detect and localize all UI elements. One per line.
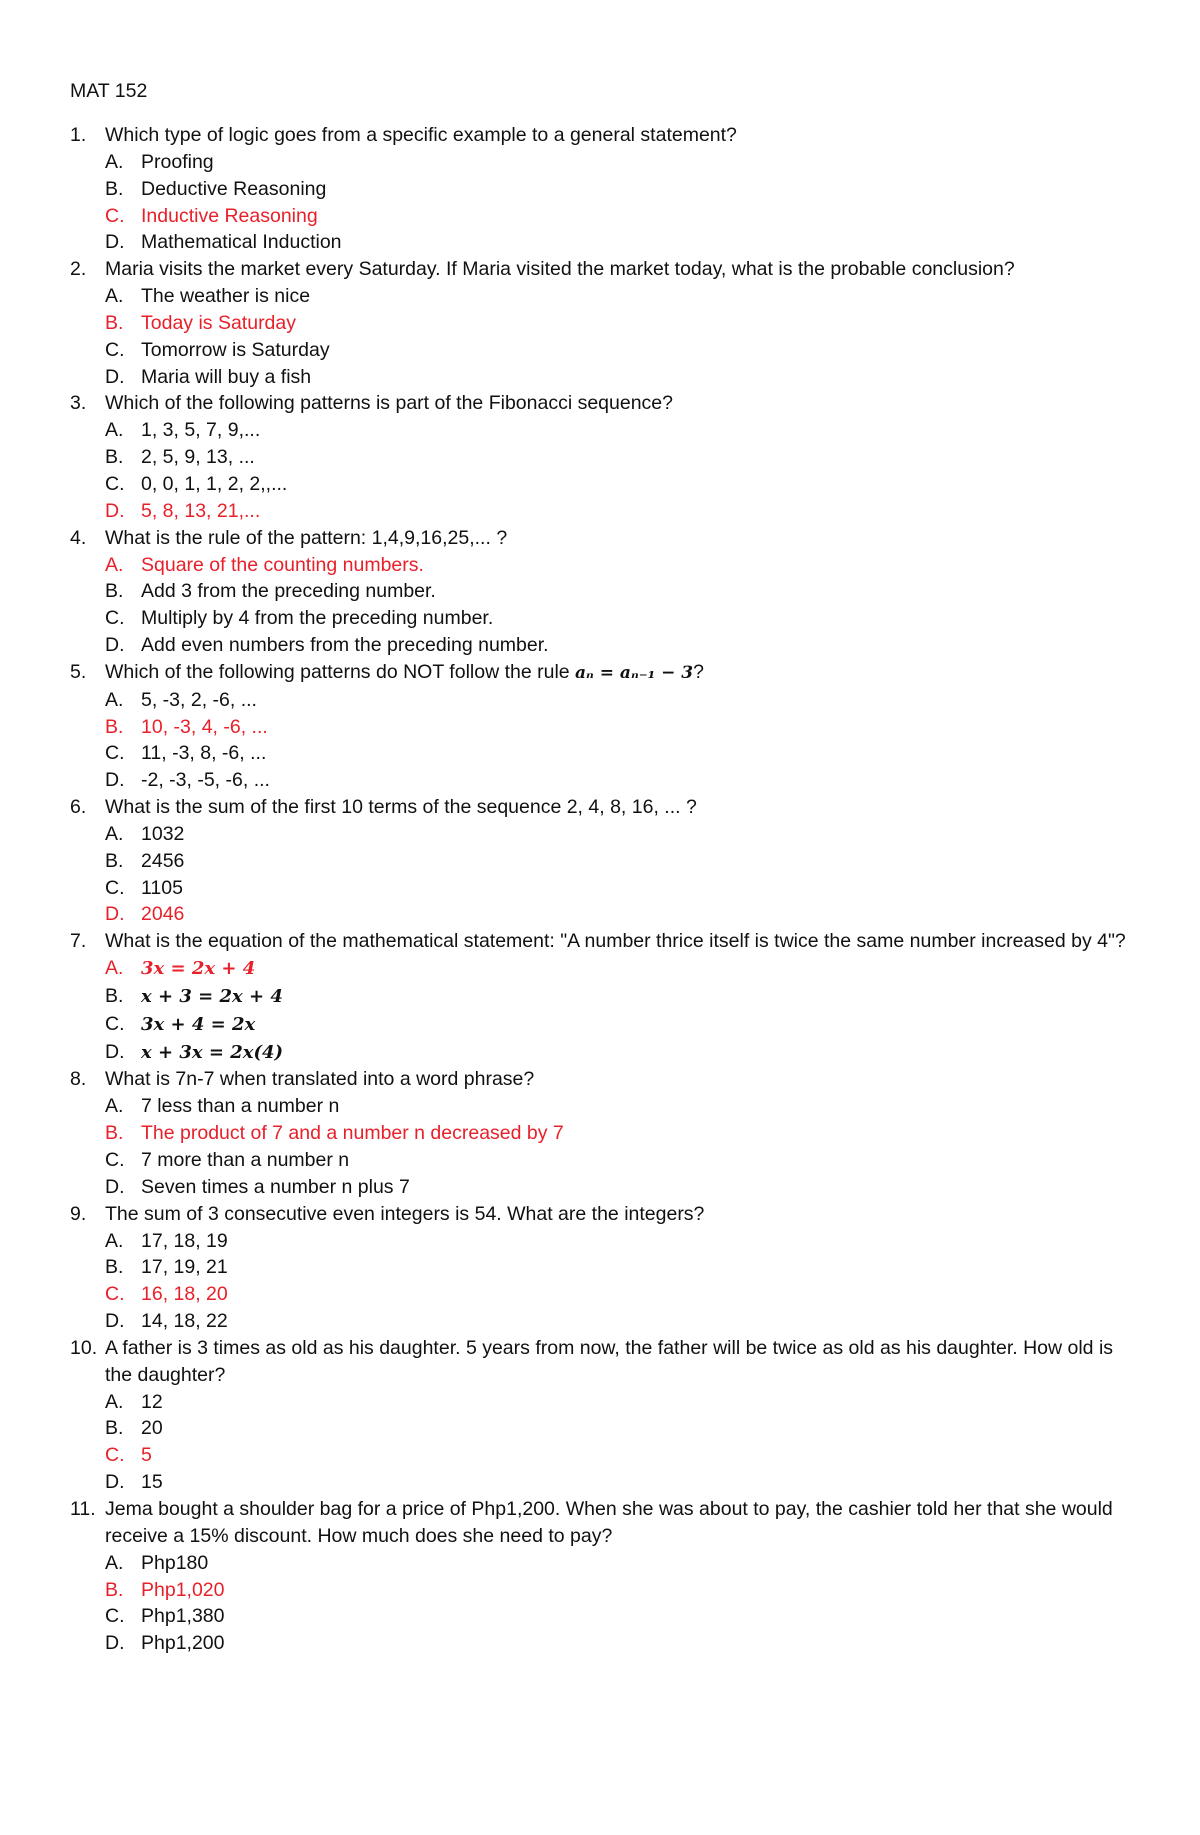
option-letter: D. — [105, 365, 125, 388]
option-letter: A. — [105, 151, 124, 173]
answer-option — [105, 1093, 1140, 1120]
option-letter: B. — [105, 984, 124, 1007]
option-letter: B. — [105, 715, 124, 738]
answer-option — [105, 176, 1140, 203]
question-text — [105, 122, 1140, 149]
option-letter: D. — [105, 231, 125, 254]
option-formula: 3x = 2x + 4 — [141, 958, 256, 980]
document-title: MAT 152 — [70, 80, 148, 102]
answer-options — [105, 821, 1140, 928]
option-letter: D. — [105, 903, 125, 926]
answer-option-correct — [105, 498, 1140, 525]
answer-option-correct — [105, 310, 1140, 337]
answer-option — [105, 1228, 1140, 1255]
option-letter: D. — [105, 1309, 125, 1332]
answer-option — [105, 364, 1140, 391]
option-letter: D. — [105, 1471, 125, 1494]
option-text: Today is Saturday — [141, 311, 297, 334]
option-text: Php1,200 — [141, 1632, 225, 1655]
option-letter: C. — [105, 204, 125, 227]
answer-options — [105, 1093, 1140, 1200]
question-text — [105, 256, 1140, 283]
answer-option-correct — [105, 1577, 1140, 1604]
answer-options — [105, 1228, 1140, 1335]
option-text: 17, 19, 21 — [141, 1256, 228, 1279]
option-text: Multiply by 4 from the preceding number. — [141, 607, 494, 630]
answer-option — [105, 1415, 1140, 1442]
question-list — [70, 122, 1140, 1657]
option-text: 1032 — [141, 822, 185, 845]
question-item — [70, 1066, 1140, 1200]
option-text: 16, 18, 20 — [141, 1283, 228, 1306]
question-text — [105, 390, 1140, 417]
option-text: 10, -3, 4, -6, ... — [141, 715, 268, 738]
option-letter: A. — [105, 957, 124, 980]
option-text: 2456 — [141, 849, 185, 872]
answer-options — [105, 283, 1140, 390]
question-text-main: What is 7n-7 when translated into a word phrase? — [105, 1068, 535, 1091]
question-item — [70, 256, 1140, 390]
option-letter: B. — [105, 1256, 124, 1279]
question-text-main: Which type of logic goes from a specific example to a general statement? — [105, 124, 737, 146]
answer-option — [105, 1603, 1140, 1630]
answer-options — [105, 417, 1140, 524]
option-letter: C. — [105, 1444, 125, 1467]
answer-options — [105, 955, 1140, 1066]
document-page — [70, 78, 1140, 1657]
option-text: 20 — [141, 1417, 163, 1440]
option-text: 1105 — [141, 876, 183, 899]
question-text — [105, 1201, 1140, 1228]
option-text: Php1,020 — [141, 1578, 225, 1601]
question-text — [105, 1335, 1140, 1389]
option-text: Tomorrow is Saturday — [141, 338, 330, 361]
question-text — [105, 928, 1140, 955]
option-letter: C. — [105, 1605, 125, 1628]
answer-option — [105, 417, 1140, 444]
answer-option-correct — [105, 1442, 1140, 1469]
question-text-main: The sum of 3 consecutive even integers is 54. What are the integers? — [105, 1202, 705, 1225]
question-number: 1. — [70, 124, 87, 146]
option-letter: A. — [105, 1390, 124, 1413]
option-text: 7 less than a number n — [141, 1095, 340, 1118]
question-text-main: Which of the following patterns do NOT follow the rule — [105, 660, 570, 683]
option-text: 7 more than a number n — [141, 1148, 350, 1171]
option-text: Php180 — [141, 1551, 209, 1574]
option-letter: B. — [105, 446, 124, 469]
option-text: Deductive Reasoning — [141, 177, 327, 200]
option-text: Php1,380 — [141, 1605, 225, 1628]
question-number: 7. — [70, 930, 87, 953]
option-text: Square of the counting numbers. — [141, 553, 424, 576]
answer-option-correct — [105, 901, 1140, 928]
option-text: 14, 18, 22 — [141, 1309, 228, 1332]
answer-option-correct — [105, 955, 1140, 983]
option-text: Proofing — [141, 151, 214, 173]
option-text: Seven times a number n plus 7 — [141, 1175, 410, 1198]
option-letter: B. — [105, 177, 124, 200]
option-letter: B. — [105, 311, 124, 334]
question-text — [105, 1496, 1140, 1550]
answer-option — [105, 1630, 1140, 1657]
option-letter: D. — [105, 1040, 125, 1063]
answer-option-correct — [105, 1120, 1140, 1147]
question-number: 8. — [70, 1068, 87, 1091]
answer-options — [105, 687, 1140, 794]
option-letter: C. — [105, 472, 125, 495]
option-letter: C. — [105, 1148, 125, 1171]
question-number: 6. — [70, 795, 87, 818]
option-letter: D. — [105, 633, 125, 656]
question-text-main: Jema bought a shoulder bag for a price of Php1,200. When she was about to pay, the cashier told her that she would receive a 15% discount. How much does she need to pay? — [105, 1497, 1113, 1547]
answer-option — [105, 1308, 1140, 1335]
option-text: 2046 — [141, 903, 185, 926]
answer-options — [105, 149, 1140, 256]
question-formula: aₙ = aₙ₋₁ − 3 — [575, 662, 694, 683]
answer-option — [105, 149, 1140, 176]
option-letter: D. — [105, 769, 125, 792]
answer-option — [105, 1389, 1140, 1416]
option-letter: C. — [105, 742, 125, 765]
answer-option — [105, 1469, 1140, 1496]
answer-options — [105, 552, 1140, 659]
question-item — [70, 928, 1140, 1066]
answer-option-correct — [105, 203, 1140, 230]
answer-option-correct — [105, 552, 1140, 579]
answer-option — [105, 687, 1140, 714]
option-text: Mathematical Induction — [141, 231, 342, 254]
option-text: The weather is nice — [141, 285, 311, 308]
answer-option-correct — [105, 1281, 1140, 1308]
question-item — [70, 1496, 1140, 1657]
question-text-main: What is the equation of the mathematical statement: "A number thrice itself is twice the same number increased by 4"? — [105, 930, 1126, 953]
option-text: 0, 0, 1, 1, 2, 2,,... — [141, 472, 288, 495]
option-letter: B. — [105, 1417, 124, 1440]
option-letter: C. — [105, 1283, 125, 1306]
option-letter: B. — [105, 1578, 124, 1601]
option-letter: A. — [105, 553, 124, 576]
answer-option — [105, 983, 1140, 1011]
option-text: 5 — [141, 1444, 152, 1467]
question-number: 4. — [70, 526, 87, 549]
answer-option — [105, 767, 1140, 794]
answer-option — [105, 1147, 1140, 1174]
question-text-main: Maria visits the market every Saturday. If Maria visited the market today, what is the probable conclusion? — [105, 258, 1015, 281]
question-number: 5. — [70, 660, 87, 683]
option-formula: x + 3x = 2x(4) — [141, 1041, 284, 1063]
question-item — [70, 390, 1140, 524]
option-text: The product of 7 and a number n decreased by 7 — [141, 1122, 564, 1145]
option-letter: A. — [105, 822, 124, 845]
answer-option — [105, 1254, 1140, 1281]
answer-option — [105, 471, 1140, 498]
question-item — [70, 1335, 1140, 1496]
question-number: 11. — [70, 1497, 96, 1520]
option-text: 17, 18, 19 — [141, 1229, 228, 1252]
question-text-main: A father is 3 times as old as his daughter. 5 years from now, the father will be twice as old as his daughter. How old is the daughter? — [105, 1336, 1114, 1386]
option-formula: 3x + 4 = 2x — [141, 1013, 256, 1035]
option-text: -2, -3, -5, -6, ... — [141, 769, 270, 792]
option-letter: B. — [105, 580, 124, 603]
question-number: 2. — [70, 258, 87, 281]
question-item — [70, 525, 1140, 659]
question-item — [70, 1201, 1140, 1335]
answer-options — [105, 1550, 1140, 1657]
answer-option — [105, 1174, 1140, 1201]
question-number: 3. — [70, 392, 87, 415]
option-text: Add 3 from the preceding number. — [141, 580, 436, 603]
option-letter: C. — [105, 1012, 125, 1035]
option-text: Inductive Reasoning — [141, 204, 318, 227]
option-letter: A. — [105, 1551, 124, 1574]
question-item — [70, 659, 1140, 794]
option-letter: A. — [105, 419, 124, 442]
question-text — [105, 659, 1140, 687]
answer-option — [105, 444, 1140, 471]
answer-option — [105, 632, 1140, 659]
answer-option — [105, 605, 1140, 632]
question-text-suffix: ? — [693, 660, 704, 683]
option-text: 5, 8, 13, 21,... — [141, 499, 261, 522]
answer-option — [105, 578, 1140, 605]
answer-option — [105, 740, 1140, 767]
option-text: 2, 5, 9, 13, ... — [141, 446, 255, 469]
option-text: Add even numbers from the preceding number. — [141, 633, 549, 656]
question-item — [70, 122, 1140, 256]
option-letter: B. — [105, 849, 124, 872]
question-text — [105, 794, 1140, 821]
option-text: 5, -3, 2, -6, ... — [141, 688, 257, 711]
option-text: 11, -3, 8, -6, ... — [141, 742, 267, 765]
answer-option — [105, 1550, 1140, 1577]
option-letter: A. — [105, 1229, 124, 1252]
option-letter: D. — [105, 1632, 125, 1655]
option-letter: A. — [105, 1095, 124, 1118]
answer-option-correct — [105, 714, 1140, 741]
answer-option — [105, 875, 1140, 902]
question-number: 10. — [70, 1336, 98, 1359]
question-text-main: What is the rule of the pattern: 1,4,9,16,25,... ? — [105, 526, 508, 549]
question-text — [105, 525, 1140, 552]
question-text-main: Which of the following patterns is part of the Fibonacci sequence? — [105, 392, 673, 415]
option-letter: D. — [105, 499, 125, 522]
answer-option — [105, 1039, 1140, 1067]
option-text: Maria will buy a fish — [141, 365, 312, 388]
option-letter: B. — [105, 1122, 124, 1145]
option-text: 1, 3, 5, 7, 9,... — [141, 419, 261, 442]
option-letter: D. — [105, 1175, 125, 1198]
option-text: 15 — [141, 1471, 163, 1494]
option-letter: C. — [105, 876, 125, 899]
option-letter: C. — [105, 338, 125, 361]
answer-option — [105, 229, 1140, 256]
option-formula: x + 3 = 2x + 4 — [141, 985, 283, 1007]
answer-option — [105, 283, 1140, 310]
answer-option — [105, 1011, 1140, 1039]
answer-option — [105, 821, 1140, 848]
question-text — [105, 1066, 1140, 1093]
answer-option — [105, 848, 1140, 875]
question-number: 9. — [70, 1202, 87, 1225]
option-letter: A. — [105, 285, 124, 308]
option-text: 12 — [141, 1390, 163, 1413]
question-item — [70, 794, 1140, 928]
answer-option — [105, 337, 1140, 364]
option-letter: A. — [105, 688, 124, 711]
option-letter: C. — [105, 607, 125, 630]
question-text-main: What is the sum of the first 10 terms of the sequence 2, 4, 8, 16, ... ? — [105, 795, 697, 818]
answer-options — [105, 1389, 1140, 1496]
